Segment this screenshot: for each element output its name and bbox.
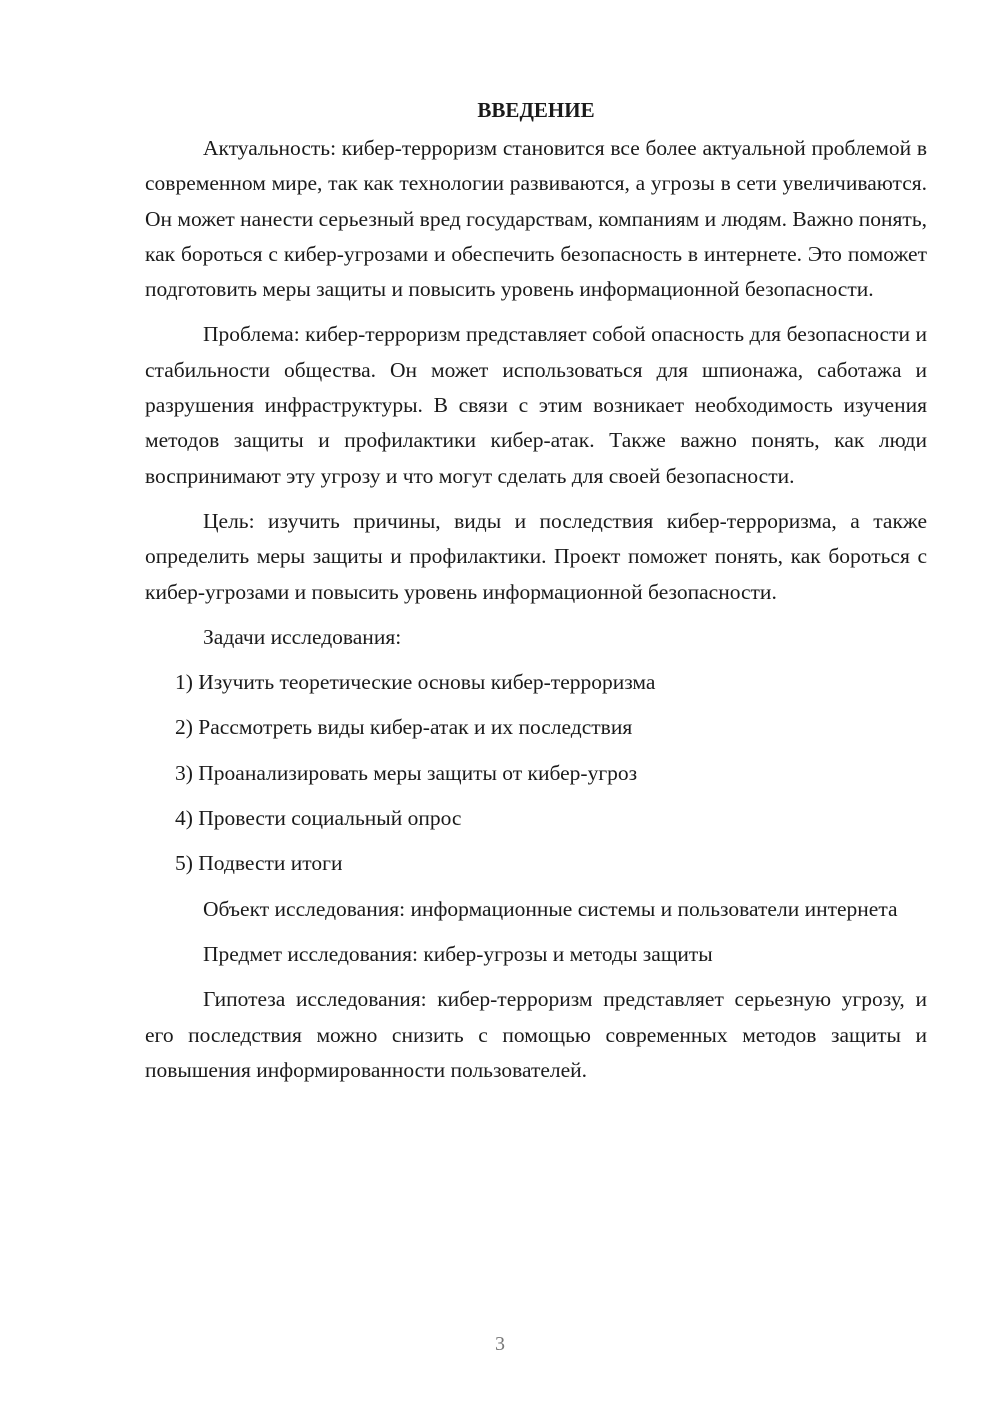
paragraph-subject: Предмет исследования: кибер-угрозы и методы защиты <box>203 941 713 966</box>
paragraph-object: Объект исследования: информационные системы и пользователи интернета <box>203 896 898 921</box>
page-number: 3 <box>495 1333 505 1355</box>
paragraph-relevance: Актуальность: кибер-терроризм становится все более актуальной проблемой в современном мире, так как технологии развиваются, а угрозы в сети увеличиваются. Он может нанести серьезный вред государствам, компаниям и людям. Важно понять, как бороться с кибер-угрозами и обеспечить безопасность в интернете. Это поможет подготовить меры защиты и повысить уровень информационной безопасности. <box>145 136 927 302</box>
list-item: 2) Рассмотреть виды кибер-атак и их последствия <box>175 715 633 740</box>
tasks-list <box>145 665 927 881</box>
page-title: ВВЕДЕНИЕ <box>477 98 595 122</box>
list-item: 4) Провести социальный опрос <box>175 806 462 831</box>
list-item: 5) Подвести итоги <box>175 851 343 876</box>
paragraph-problem: Проблема: кибер-терроризм представляет собой опасность для безопасности и стабильности общества. Он может использоваться для шпионажа, саботажа и разрушения инфраструктуры. В связи с этим возникает необходимость изучения методов защиты и профилактики кибер-атак. Также важно понять, как люди воспринимают эту угрозу и что могут сделать для своей безопасности. <box>145 322 927 488</box>
paragraph-hypothesis: Гипотеза исследования: кибер-терроризм представляет серьезную угрозу, и его последствия можно снизить с помощью современных методов защиты и повышения информированности пользователей. <box>145 987 927 1082</box>
list-item: 3) Проанализировать меры защиты от кибер-угроз <box>175 760 638 785</box>
document-page <box>145 95 927 1098</box>
paragraph-goal: Цель: изучить причины, виды и последствия кибер-терроризма, а также определить меры защиты и профилактики. Проект поможет понять, как бороться с кибер-угрозами и повысить уровень информационной безопасности. <box>145 508 927 604</box>
tasks-heading: Задачи исследования: <box>203 624 402 649</box>
list-item: 1) Изучить теоретические основы кибер-терроризма <box>175 670 656 695</box>
